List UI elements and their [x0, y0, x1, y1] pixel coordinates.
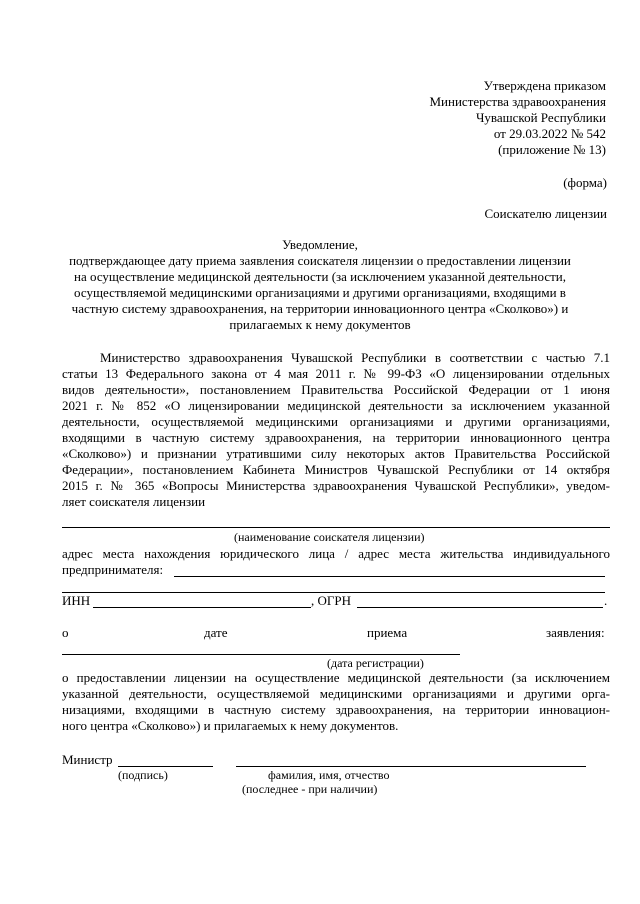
body-line: деятельности, осуществляемой медицинскими организациями и другими организациями, — [62, 414, 610, 429]
para-line: низациями, входящими в частную систему здравоохранения, на территории инновацион- — [62, 702, 610, 717]
addressee: Соискателю лицензии — [484, 206, 607, 221]
body-line: Федерации», постановлением Кабинета Министров Чувашской Республики от 14 октября — [62, 462, 610, 477]
full-name-caption: фамилия, имя, отчество — [268, 768, 390, 782]
body-paragraph — [62, 350, 610, 510]
title-line: на осуществление медицинской деятельности (за исключением указанной деятельности, — [74, 269, 566, 284]
form-label: (форма) — [563, 175, 607, 190]
date-word: дате — [204, 625, 228, 640]
address-label-line1: адрес места нахождения юридического лица / адрес места жительства индивидуального — [62, 546, 610, 561]
para-line: указанной деятельности, осуществляемой медицинскими организациями и другими орга- — [62, 686, 610, 701]
full-name-caption-note: (последнее - при наличии) — [242, 782, 378, 796]
para-line: ного центра «Сколково») и прилагаемых к нему документов. — [62, 718, 399, 733]
body-line: ляет соискателя лицензии — [62, 494, 206, 509]
title-line: подтверждающее дату приема заявления соискателя лицензии о предоставлении лицензии — [69, 253, 571, 268]
applicant-name-line[interactable] — [62, 527, 610, 528]
address-label-line2: предпринимателя: — [62, 562, 164, 577]
date-word: о — [62, 625, 69, 640]
ogrn-end: . — [604, 593, 608, 608]
date-word: приема — [367, 625, 408, 640]
signature-caption: (подпись) — [118, 768, 168, 782]
ogrn-label: , ОГРН — [311, 593, 352, 608]
minister-label: Министр — [62, 752, 113, 767]
registration-date-line[interactable] — [62, 654, 460, 655]
body-line: видов деятельности», постановлением Правительства Российской Федерации от 1 июня — [62, 382, 610, 397]
approval-line: Утверждена приказом — [483, 78, 606, 93]
applicant-caption: (наименование соискателя лицензии) — [234, 530, 425, 544]
title-line: прилагаемых к нему документов — [229, 317, 411, 332]
approval-line: Министерства здравоохранения — [429, 94, 606, 109]
body-line: Министерство здравоохранения Чувашской Республики в соответствии с частью 7.1 — [100, 350, 610, 365]
title-line: осуществляемой медицинскими организациями и другими организациями, входящими в — [74, 285, 566, 300]
body-line: 2021 г. № 852 «О лицензировании медицинской деятельности за исключением указанной — [62, 398, 610, 413]
full-name-line[interactable] — [236, 766, 586, 767]
inn-label: ИНН — [62, 593, 91, 608]
registration-date-caption: (дата регистрации) — [327, 656, 424, 670]
approval-line: Чувашской Республики — [475, 110, 606, 125]
inn-field-line[interactable] — [93, 607, 311, 608]
approval-line: (приложение № 13) — [498, 142, 606, 157]
notice-title — [40, 237, 600, 333]
body-line: 2015 г. № 365 «Вопросы Министерства здравоохранения Чувашской Республики», уведом- — [62, 478, 610, 493]
body-line: статьи 13 Федерального закона от 4 мая 2011 г. № 99-ФЗ «О лицензировании отдельных — [62, 366, 610, 381]
approval-line: от 29.03.2022 № 542 — [493, 126, 606, 141]
license-paragraph — [62, 670, 610, 734]
approval-block — [306, 78, 606, 158]
para-line: о предоставлении лицензии на осуществление медицинской деятельности (за исключением — [62, 670, 610, 685]
body-line: входящими в частную систему здравоохранения, на территории инновационного центра — [62, 430, 610, 445]
address-field-line[interactable] — [174, 576, 605, 577]
body-line: «Сколково») и признании утратившими силу некоторых актов Правительства Российской — [62, 446, 610, 461]
ogrn-field-line[interactable] — [357, 607, 603, 608]
notice-heading: Уведомление, — [282, 237, 358, 252]
title-line: частную систему здравоохранения, на территории инновационного центра «Сколково») и — [71, 301, 569, 316]
signature-line[interactable] — [118, 766, 213, 767]
date-word: заявления: — [546, 625, 605, 640]
